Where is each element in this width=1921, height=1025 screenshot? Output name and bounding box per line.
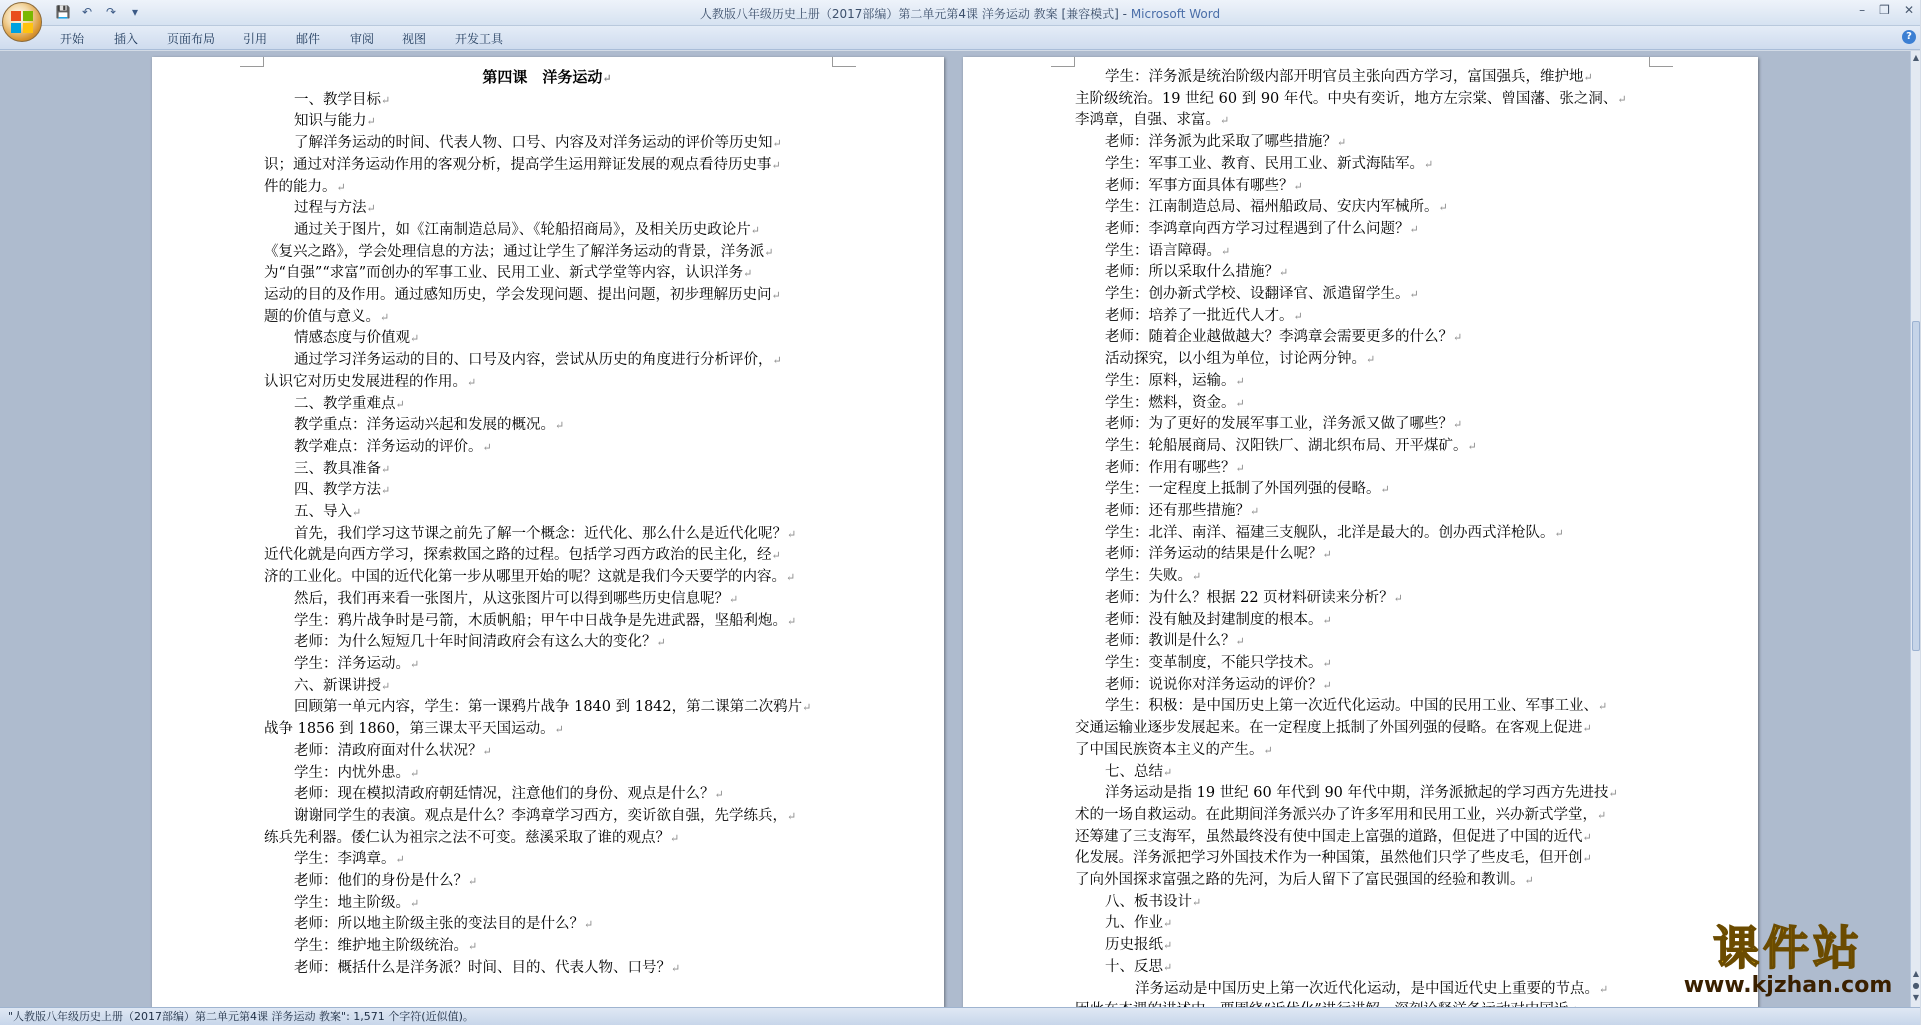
document-area — [0, 51, 1910, 1007]
paragraph-mark-icon: ↵ — [729, 592, 739, 606]
paragraph-text: 学生：燃料，资金。 — [1105, 394, 1236, 411]
paragraph-text: 学生：地主阶级。 — [294, 894, 410, 911]
status-bar — [0, 1007, 1920, 1025]
paragraph-line — [264, 936, 830, 958]
paragraph-mark-icon: ↵ — [1322, 656, 1332, 670]
paragraph-mark-icon: ↵ — [1279, 266, 1289, 280]
paragraph-mark-icon: ↵ — [1582, 852, 1592, 866]
paragraph-line — [1075, 740, 1647, 762]
paragraph-line — [264, 220, 830, 242]
paragraph-mark-icon: ↵ — [366, 115, 376, 129]
paragraph-text: 《复兴之路》，学会处理信息的方法；通过让学生了解洋务运动的背景，洋务派 — [264, 243, 765, 260]
paragraph-text: 主阶级统治。19 世纪 60 到 90 年代。中央有奕䜣，地方左宗棠、曾国藩、张之洞、 — [1075, 90, 1618, 107]
paragraph-text: 学生：原料，运输。 — [1105, 372, 1236, 389]
paragraph-mark-icon: ↵ — [410, 332, 420, 346]
paragraph-text: 交通运输业逐步发展起来。在一定程度上抵制了外国列强的侵略。在客观上促进 — [1075, 720, 1583, 737]
paragraph-line — [264, 567, 830, 589]
paragraph-mark-icon: ↵ — [1598, 700, 1608, 714]
crop-mark — [1051, 57, 1075, 67]
paragraph-line — [1075, 696, 1647, 718]
paragraph-line — [1075, 349, 1647, 371]
paragraph-text: 学生：鸦片战争时是弓箭，木质帆船；甲午中日战争是先进武器，坚船利炮。 — [294, 612, 787, 629]
paragraph-mark-icon: ↵ — [1192, 895, 1202, 909]
paragraph-text: 学生：积极：是中国历史上第一次近代化运动。中国的民用工业、军事工业、 — [1105, 698, 1598, 715]
crop-mark — [1649, 57, 1673, 67]
paragraph-line — [1075, 783, 1647, 805]
paragraph-text: 十、反思 — [1105, 958, 1163, 975]
watermark-url: www.kjzhan.com — [1683, 973, 1893, 998]
paragraph-line — [1075, 979, 1647, 1001]
paragraph-text: 老师：为了更好的发展军事工业，洋务派又做了哪些？ — [1105, 416, 1453, 433]
paragraph-text: 五、导入 — [294, 504, 352, 521]
site-watermark — [1668, 922, 1908, 1002]
paragraph-mark-icon: ↵ — [1438, 201, 1448, 215]
paragraph-text: 老师：所以采取什么措施？ — [1105, 264, 1279, 281]
paragraph-mark-icon: ↵ — [381, 679, 391, 693]
tab-mailings[interactable]: 邮件 — [296, 32, 321, 46]
tab-references[interactable]: 引用 — [243, 32, 268, 46]
paragraph-mark-icon: ↵ — [1366, 353, 1376, 367]
paragraph-mark-icon: ↵ — [1322, 678, 1332, 692]
paragraph-line — [264, 719, 830, 741]
paragraph-text: 教学重点：洋务运动兴起和发展的概况。 — [294, 417, 555, 434]
paragraph-text: 六、新课讲授 — [294, 677, 381, 694]
paragraph-line — [1075, 176, 1647, 198]
paragraph-mark-icon: ↵ — [1453, 418, 1463, 432]
paragraph-mark-icon: ↵ — [771, 289, 781, 303]
paragraph-line — [264, 350, 830, 372]
paragraph-mark-icon: ↵ — [772, 354, 782, 368]
paragraph-line — [1075, 306, 1647, 328]
paragraph-mark-icon: ↵ — [1599, 982, 1609, 996]
paragraph-line — [1075, 197, 1647, 219]
paragraph-line — [1075, 848, 1647, 870]
paragraph-mark-icon: ↵ — [1192, 570, 1202, 584]
paragraph-line — [1075, 110, 1647, 132]
paragraph-text: 通过关于图片，如《江南制造总局》、《轮船招商局》，及相关历史政论片 — [294, 221, 751, 238]
paragraph-text: 四、教学方法 — [294, 482, 381, 499]
paragraph-line — [1075, 675, 1647, 697]
paragraph-mark-icon: ↵ — [602, 72, 612, 85]
paragraph-mark-icon: ↵ — [482, 744, 492, 758]
paragraph-text: 老师：培养了一批近代人才。 — [1105, 307, 1294, 324]
page-right[interactable] — [963, 57, 1758, 1017]
scrollbar-thumb[interactable] — [1912, 321, 1920, 651]
paragraph-mark-icon: ↵ — [1409, 288, 1419, 302]
paragraph-text: 学生：洋务运动。 — [294, 655, 410, 672]
paragraph-mark-icon: ↵ — [771, 158, 781, 172]
office-button[interactable] — [2, 2, 42, 42]
paragraph-mark-icon: ↵ — [802, 701, 812, 715]
customize-icon[interactable]: ▾ — [131, 5, 139, 19]
paragraph-text: 老师：概括什么是洋务派？时间、目的、代表人物、口号？ — [294, 959, 671, 976]
paragraph-line — [1075, 67, 1647, 89]
paragraph-text: 第四课 洋务运动 — [482, 68, 603, 86]
paragraph-line — [264, 328, 830, 350]
paragraph-text: 二、教学重难点 — [294, 395, 396, 412]
paragraph-text: 老师：为什么？根据 22 页材料研读来分析？ — [1105, 589, 1394, 606]
paragraph-text: 术的一场自救运动。在此期间洋务派兴办了许多军用和民用工业，兴办新式学堂， — [1075, 806, 1597, 823]
paragraph-line — [264, 958, 830, 980]
paragraph-mark-icon: ↵ — [1393, 591, 1403, 605]
select-browse-object-icon[interactable]: ● — [1912, 981, 1920, 990]
paragraph-text: 回顾第一单元内容，学生：第一课鸦片战争 1840 到 1842，第二课第二次鸦片 — [294, 699, 803, 716]
paragraph-mark-icon: ↵ — [482, 440, 492, 454]
window-title — [0, 5, 1920, 22]
office-logo-icon — [11, 11, 33, 33]
paragraph-line — [264, 502, 830, 524]
paragraph-line — [1075, 284, 1647, 306]
paragraph-mark-icon: ↵ — [381, 93, 391, 107]
paragraph-mark-icon: ↵ — [1235, 635, 1245, 649]
redo-icon[interactable]: ↷ — [105, 5, 117, 19]
paragraph-text: 学生：创办新式学校、设翻译官、派遣留学生。 — [1105, 286, 1410, 303]
paragraph-text: 教学难点：洋务运动的评价。 — [294, 438, 483, 455]
paragraph-text: 近代化就是向西方学习，探索救国之路的过程。包括学习西方政治的民主化，经 — [264, 547, 772, 564]
paragraph-line — [264, 263, 830, 285]
paragraph-text: 三、教具准备 — [294, 460, 381, 477]
paragraph-line — [264, 654, 830, 676]
paragraph-text: 情感态度与价值观 — [294, 330, 410, 347]
paragraph-line — [1075, 827, 1647, 849]
paragraph-mark-icon: ↵ — [381, 462, 391, 476]
paragraph-text: 识；通过对洋务运动作用的客观分析，提高学生运用辩证发展的观点看待历史事 — [264, 156, 772, 173]
paragraph-mark-icon: ↵ — [381, 484, 391, 498]
paragraph-text: 历史报纸 — [1105, 937, 1163, 954]
paragraph-line — [264, 285, 830, 307]
paragraph-mark-icon: ↵ — [410, 766, 420, 780]
paragraph-line — [1075, 501, 1647, 523]
paragraph-mark-icon: ↵ — [554, 723, 564, 737]
ribbon-tabs — [0, 26, 1920, 50]
status-text: "人教版八年级历史上册（2017部编）第二单元第4课 洋务运动 教案": 1,571 个字符(近似值)。 — [8, 1010, 474, 1023]
paragraph-line — [1075, 523, 1647, 545]
paragraph-mark-icon: ↵ — [1467, 439, 1477, 453]
paragraph-text: 学生：语言障碍。 — [1105, 242, 1221, 259]
paragraph-line — [264, 133, 830, 155]
paragraph-mark-icon: ↵ — [1582, 830, 1592, 844]
paragraph-mark-icon: ↵ — [670, 831, 680, 845]
paragraph-line — [1075, 892, 1647, 914]
title-bar — [0, 0, 1920, 26]
paragraph-text: 题的价值与意义。 — [264, 308, 380, 325]
paragraph-mark-icon: ↵ — [410, 896, 420, 910]
paragraph-line — [264, 611, 830, 633]
paragraph-text: 还筹建了三支海军，虽然最终没有使中国走上富强的道路，但促进了中国的近代 — [1075, 828, 1583, 845]
paragraph-text: 学生：维护地主阶级统治。 — [294, 938, 468, 955]
paragraph-line — [264, 459, 830, 481]
paragraph-line — [1075, 935, 1647, 957]
paragraph-line — [1075, 458, 1647, 480]
paragraph-line — [264, 697, 830, 719]
document-title: 人教版八年级历史上册（2017部编）第二单元第4课 洋务运动 教案 [兼容模式] - — [699, 7, 1131, 21]
paragraph-line — [264, 589, 830, 611]
paragraph-text: 洋务运动是中国历史上第一次近代化运动，是中国近代史上重要的节点。 — [1135, 980, 1599, 997]
paragraph-mark-icon: ↵ — [1235, 374, 1245, 388]
paragraph-text: 学生：江南制造总局、福州船政局、安庆内军械所。 — [1105, 199, 1439, 216]
paragraph-line — [1075, 132, 1647, 154]
paragraph-mark-icon: ↵ — [1337, 136, 1347, 150]
paragraph-mark-icon: ↵ — [1597, 808, 1607, 822]
paragraph-line — [1075, 957, 1647, 979]
paragraph-mark-icon: ↵ — [656, 636, 666, 650]
paragraph-line — [264, 437, 830, 459]
paragraph-line — [1075, 262, 1647, 284]
paragraph-mark-icon: ↵ — [772, 137, 782, 151]
paragraph-line — [264, 155, 830, 177]
paragraph-text: 学生：军事工业、教育、民用工业、新式海陆军。 — [1105, 155, 1424, 172]
page-right-content — [1075, 67, 1647, 1022]
paragraph-text: 洋务运动是指 19 世纪 60 年代到 90 年代中期，洋务派掀起的学习西方先进技 — [1105, 785, 1609, 802]
paragraph-mark-icon: ↵ — [671, 961, 681, 975]
paragraph-line — [1075, 653, 1647, 675]
paragraph-mark-icon: ↵ — [1163, 765, 1173, 779]
paragraph-mark-icon: ↵ — [1322, 613, 1332, 627]
paragraph-mark-icon: ↵ — [1583, 71, 1593, 84]
tab-developer[interactable]: 开发工具 — [455, 32, 504, 46]
paragraph-mark-icon: ↵ — [366, 202, 376, 216]
paragraph-text: 学生：变革制度，不能只学技术。 — [1105, 654, 1323, 671]
paragraph-line — [264, 784, 830, 806]
document-heading — [264, 67, 830, 90]
previous-page-icon[interactable]: ▲ — [1912, 969, 1920, 978]
paragraph-line — [264, 242, 830, 264]
paragraph-mark-icon: ↵ — [786, 571, 796, 585]
paragraph-line — [264, 177, 830, 199]
paragraph-text: 谢谢同学生的表演。观点是什么？李鸿章学习西方，奕䜣欲自强，先学练兵， — [294, 807, 787, 824]
paragraph-mark-icon: ↵ — [395, 853, 405, 867]
paragraph-line — [264, 871, 830, 893]
paragraph-line — [1075, 805, 1647, 827]
paragraph-line — [1075, 327, 1647, 349]
paragraph-mark-icon: ↵ — [1221, 244, 1231, 258]
paragraph-line — [264, 632, 830, 654]
paragraph-text: 知识与能力 — [294, 113, 367, 130]
paragraph-text: 老师：洋务运动的结果是什么呢？ — [1105, 546, 1323, 563]
paragraph-text: 学生：一定程度上抵制了外国列强的侵略。 — [1105, 481, 1381, 498]
paragraph-line — [264, 806, 830, 828]
save-icon[interactable]: 💾 — [55, 5, 71, 19]
paragraph-mark-icon: ↵ — [787, 527, 797, 541]
paragraph-text: 认识它对历史发展进程的作用。 — [264, 373, 467, 390]
paragraph-line — [1075, 544, 1647, 566]
paragraph-text: 通过学习洋务运动的目的、口号及内容，尝试从历史的角度进行分析评价， — [294, 352, 773, 369]
paragraph-line — [1075, 436, 1647, 458]
paragraph-line — [264, 893, 830, 915]
undo-icon[interactable]: ↶ — [81, 5, 93, 19]
paragraph-mark-icon: ↵ — [1582, 722, 1592, 736]
paragraph-line — [1075, 913, 1647, 935]
paragraph-text: 运动的目的及作用。通过感知历史，学会发现问题、提出问题，初步理解历史问 — [264, 287, 772, 304]
paragraph-line — [264, 741, 830, 763]
paragraph-mark-icon: ↵ — [1409, 222, 1419, 236]
paragraph-text: 一、教学目标 — [294, 91, 381, 108]
paragraph-text: 老师：他们的身份是什么？ — [294, 873, 468, 890]
paragraph-line — [264, 415, 830, 437]
paragraph-text: 练兵先利器。倭仁认为祖宗之法不可变。慈溪采取了谁的观点？ — [264, 829, 670, 846]
app-name: Microsoft Word — [1130, 7, 1221, 21]
paragraph-line — [264, 545, 830, 567]
paragraph-text: 首先，我们学习这节课之前先了解一个概念：近代化、那么什么是近代化呢？ — [294, 525, 787, 542]
paragraph-mark-icon: ↵ — [1163, 960, 1173, 974]
next-page-icon[interactable]: ▼ — [1912, 993, 1920, 1002]
tab-page-layout[interactable]: 页面布局 — [167, 32, 216, 46]
paragraph-line — [264, 849, 830, 871]
paragraph-mark-icon: ↵ — [743, 267, 753, 281]
paragraph-text: 件的能力。 — [264, 178, 337, 195]
paragraph-mark-icon: ↵ — [1380, 483, 1390, 497]
paragraph-text: 老师：为什么短短几十年时间清政府会有这么大的变化？ — [294, 634, 657, 651]
paragraph-line — [1075, 414, 1647, 436]
paragraph-mark-icon: ↵ — [468, 875, 478, 889]
paragraph-text: 老师：教训是什么？ — [1105, 633, 1236, 650]
paragraph-mark-icon: ↵ — [1263, 743, 1273, 757]
paragraph-line — [264, 198, 830, 220]
paragraph-line — [264, 307, 830, 329]
paragraph-text: 老师：作用有哪些？ — [1105, 459, 1236, 476]
paragraph-text: 老师：李鸿章向西方学习过程遇到了什么问题？ — [1105, 220, 1410, 237]
crop-mark — [832, 57, 856, 67]
paragraph-text: 济的工业化。中国的近代化第一步从哪里开始的呢？这就是我们今天要学的内容。 — [264, 569, 786, 586]
paragraph-text: 了向外国探求富强之路的先河，为后人留下了富民强国的经验和教训。 — [1075, 872, 1525, 889]
paragraph-text: 学生：内忧外患。 — [294, 764, 410, 781]
help-icon[interactable]: ? — [1902, 30, 1916, 44]
page-left-content — [264, 67, 830, 980]
paragraph-mark-icon: ↵ — [1163, 917, 1173, 931]
tab-review[interactable]: 审阅 — [350, 32, 375, 46]
paragraph-text: 然后，我们再来看一张图片，从这张图片可以得到哪些历史信息呢？ — [294, 590, 729, 607]
paragraph-text: 老师：随着企业越做越大？李鸿章会需要更多的什么？ — [1105, 329, 1453, 346]
paragraph-text: 九、作业 — [1105, 915, 1163, 932]
watermark-main-text: 课件站 — [1713, 921, 1863, 975]
paragraph-mark-icon: ↵ — [467, 375, 477, 389]
paragraph-mark-icon: ↵ — [410, 657, 420, 671]
paragraph-text: 战争 1856 到 1860，第三课太平天国运动。 — [264, 721, 555, 738]
paragraph-line — [1075, 219, 1647, 241]
paragraph-line — [1075, 762, 1647, 784]
paragraph-line — [264, 480, 830, 502]
minimize-icon[interactable]: – — [1859, 3, 1866, 17]
paragraph-text: 老师：所以地主阶级主张的变法目的是什么？ — [294, 916, 584, 933]
paragraph-text: 学生：北洋、南洋、福建三支舰队，北洋是最大的。创办西式洋枪队。 — [1105, 524, 1555, 541]
paragraph-mark-icon: ↵ — [1163, 939, 1173, 953]
paragraph-text: 老师：洋务派为此采取了哪些措施？ — [1105, 134, 1337, 151]
paragraph-mark-icon: ↵ — [584, 918, 594, 932]
paragraph-mark-icon: ↵ — [468, 940, 478, 954]
paragraph-mark-icon: ↵ — [1617, 92, 1627, 106]
paragraph-line — [264, 676, 830, 698]
paragraph-mark-icon: ↵ — [787, 809, 797, 823]
paragraph-text: 老师：军事方面具体有哪些？ — [1105, 177, 1294, 194]
paragraph-text: 过程与方法 — [294, 200, 367, 217]
paragraph-mark-icon: ↵ — [395, 397, 405, 411]
paragraph-mark-icon: ↵ — [1235, 396, 1245, 410]
paragraph-mark-icon: ↵ — [771, 549, 781, 563]
paragraph-text: 化发展。洋务派把学习外国技术作为一种国策，虽然他们只学了些皮毛，但开创 — [1075, 850, 1583, 867]
paragraph-mark-icon: ↵ — [787, 614, 797, 628]
paragraph-line — [1075, 371, 1647, 393]
paragraph-line — [1075, 241, 1647, 263]
paragraph-text: 七、总结 — [1105, 763, 1163, 780]
paragraph-text: 活动探究，以小组为单位，讨论两分钟。 — [1105, 351, 1366, 368]
paragraph-line — [1075, 610, 1647, 632]
paragraph-mark-icon: ↵ — [555, 419, 565, 433]
paragraph-mark-icon: ↵ — [380, 310, 390, 324]
paragraph-line — [1075, 631, 1647, 653]
paragraph-text: 学生：轮船展商局、汉阳铁厂、湖北织布局、开平煤矿。 — [1105, 437, 1468, 454]
paragraph-line — [264, 914, 830, 936]
paragraph-mark-icon: ↵ — [1608, 787, 1618, 801]
paragraph-line — [264, 828, 830, 850]
paragraph-mark-icon: ↵ — [352, 506, 362, 520]
paragraph-mark-icon: ↵ — [1322, 548, 1332, 562]
paragraph-text: 了中国民族资本主义的产生。 — [1075, 741, 1264, 758]
paragraph-mark-icon: ↵ — [1424, 157, 1434, 171]
paragraph-text: 老师：还有那些措施？ — [1105, 503, 1250, 520]
paragraph-text: 老师：没有触及封建制度的根本。 — [1105, 611, 1323, 628]
paragraph-mark-icon: ↵ — [1524, 874, 1534, 888]
paragraph-text: 学生：失败。 — [1105, 568, 1192, 585]
scroll-up-icon[interactable]: ▲ — [1912, 53, 1920, 62]
paragraph-line — [264, 111, 830, 133]
paragraph-line — [264, 763, 830, 785]
paragraph-text: 老师：说说你对洋务运动的评价？ — [1105, 676, 1323, 693]
paragraph-line — [264, 372, 830, 394]
paragraph-text: 老师：清政府面对什么状况？ — [294, 742, 483, 759]
paragraph-mark-icon: ↵ — [1220, 114, 1230, 128]
tab-home[interactable]: 开始 — [60, 32, 85, 46]
paragraph-line — [1075, 718, 1647, 740]
paragraph-line — [1075, 566, 1647, 588]
paragraph-mark-icon: ↵ — [1293, 179, 1303, 193]
maximize-icon[interactable]: ❒ — [1879, 3, 1890, 17]
paragraph-mark-icon: ↵ — [1293, 309, 1303, 323]
paragraph-line — [264, 394, 830, 416]
paragraph-text: 了解洋务运动的时间、代表人物、口号、内容及对洋务运动的评价等历史知 — [294, 135, 773, 152]
paragraph-text: 学生：洋务派是统治阶级内部开明官员主张向西方学习，富国强兵，维护地 — [1105, 69, 1584, 85]
paragraph-line — [264, 524, 830, 546]
page-left[interactable] — [152, 57, 944, 1017]
tab-view[interactable]: 视图 — [402, 32, 427, 46]
tab-insert[interactable]: 插入 — [114, 32, 139, 46]
paragraph-text: 八、板书设计 — [1105, 893, 1192, 910]
paragraph-mark-icon: ↵ — [336, 180, 346, 194]
window-controls — [1859, 3, 1914, 17]
paragraph-line — [1075, 870, 1647, 892]
close-icon[interactable]: ✕ — [1903, 3, 1914, 17]
paragraph-text: 为“自强”“求富”而创办的军事工业、民用工业、新式学堂等内容，认识洋务 — [264, 265, 744, 282]
paragraph-mark-icon: ↵ — [750, 223, 760, 237]
paragraph-line — [264, 90, 830, 112]
paragraph-mark-icon: ↵ — [714, 788, 724, 802]
paragraph-line — [1075, 479, 1647, 501]
paragraph-mark-icon: ↵ — [1235, 461, 1245, 475]
paragraph-text: 老师：现在模拟清政府朝廷情况，注意他们的身份、观点是什么？ — [294, 786, 715, 803]
paragraph-line — [1075, 588, 1647, 610]
paragraph-text: 李鸿章，自强、求富。 — [1075, 112, 1220, 129]
paragraph-line — [1075, 393, 1647, 415]
paragraph-text: 学生：李鸿章。 — [294, 851, 396, 868]
paragraph-mark-icon: ↵ — [1554, 526, 1564, 540]
paragraph-mark-icon: ↵ — [764, 245, 774, 259]
paragraph-mark-icon: ↵ — [1250, 505, 1260, 519]
vertical-scrollbar[interactable] — [1910, 51, 1920, 1007]
paragraph-mark-icon: ↵ — [1453, 331, 1463, 345]
paragraph-line — [1075, 89, 1647, 111]
crop-mark — [240, 57, 264, 67]
paragraph-line — [1075, 154, 1647, 176]
